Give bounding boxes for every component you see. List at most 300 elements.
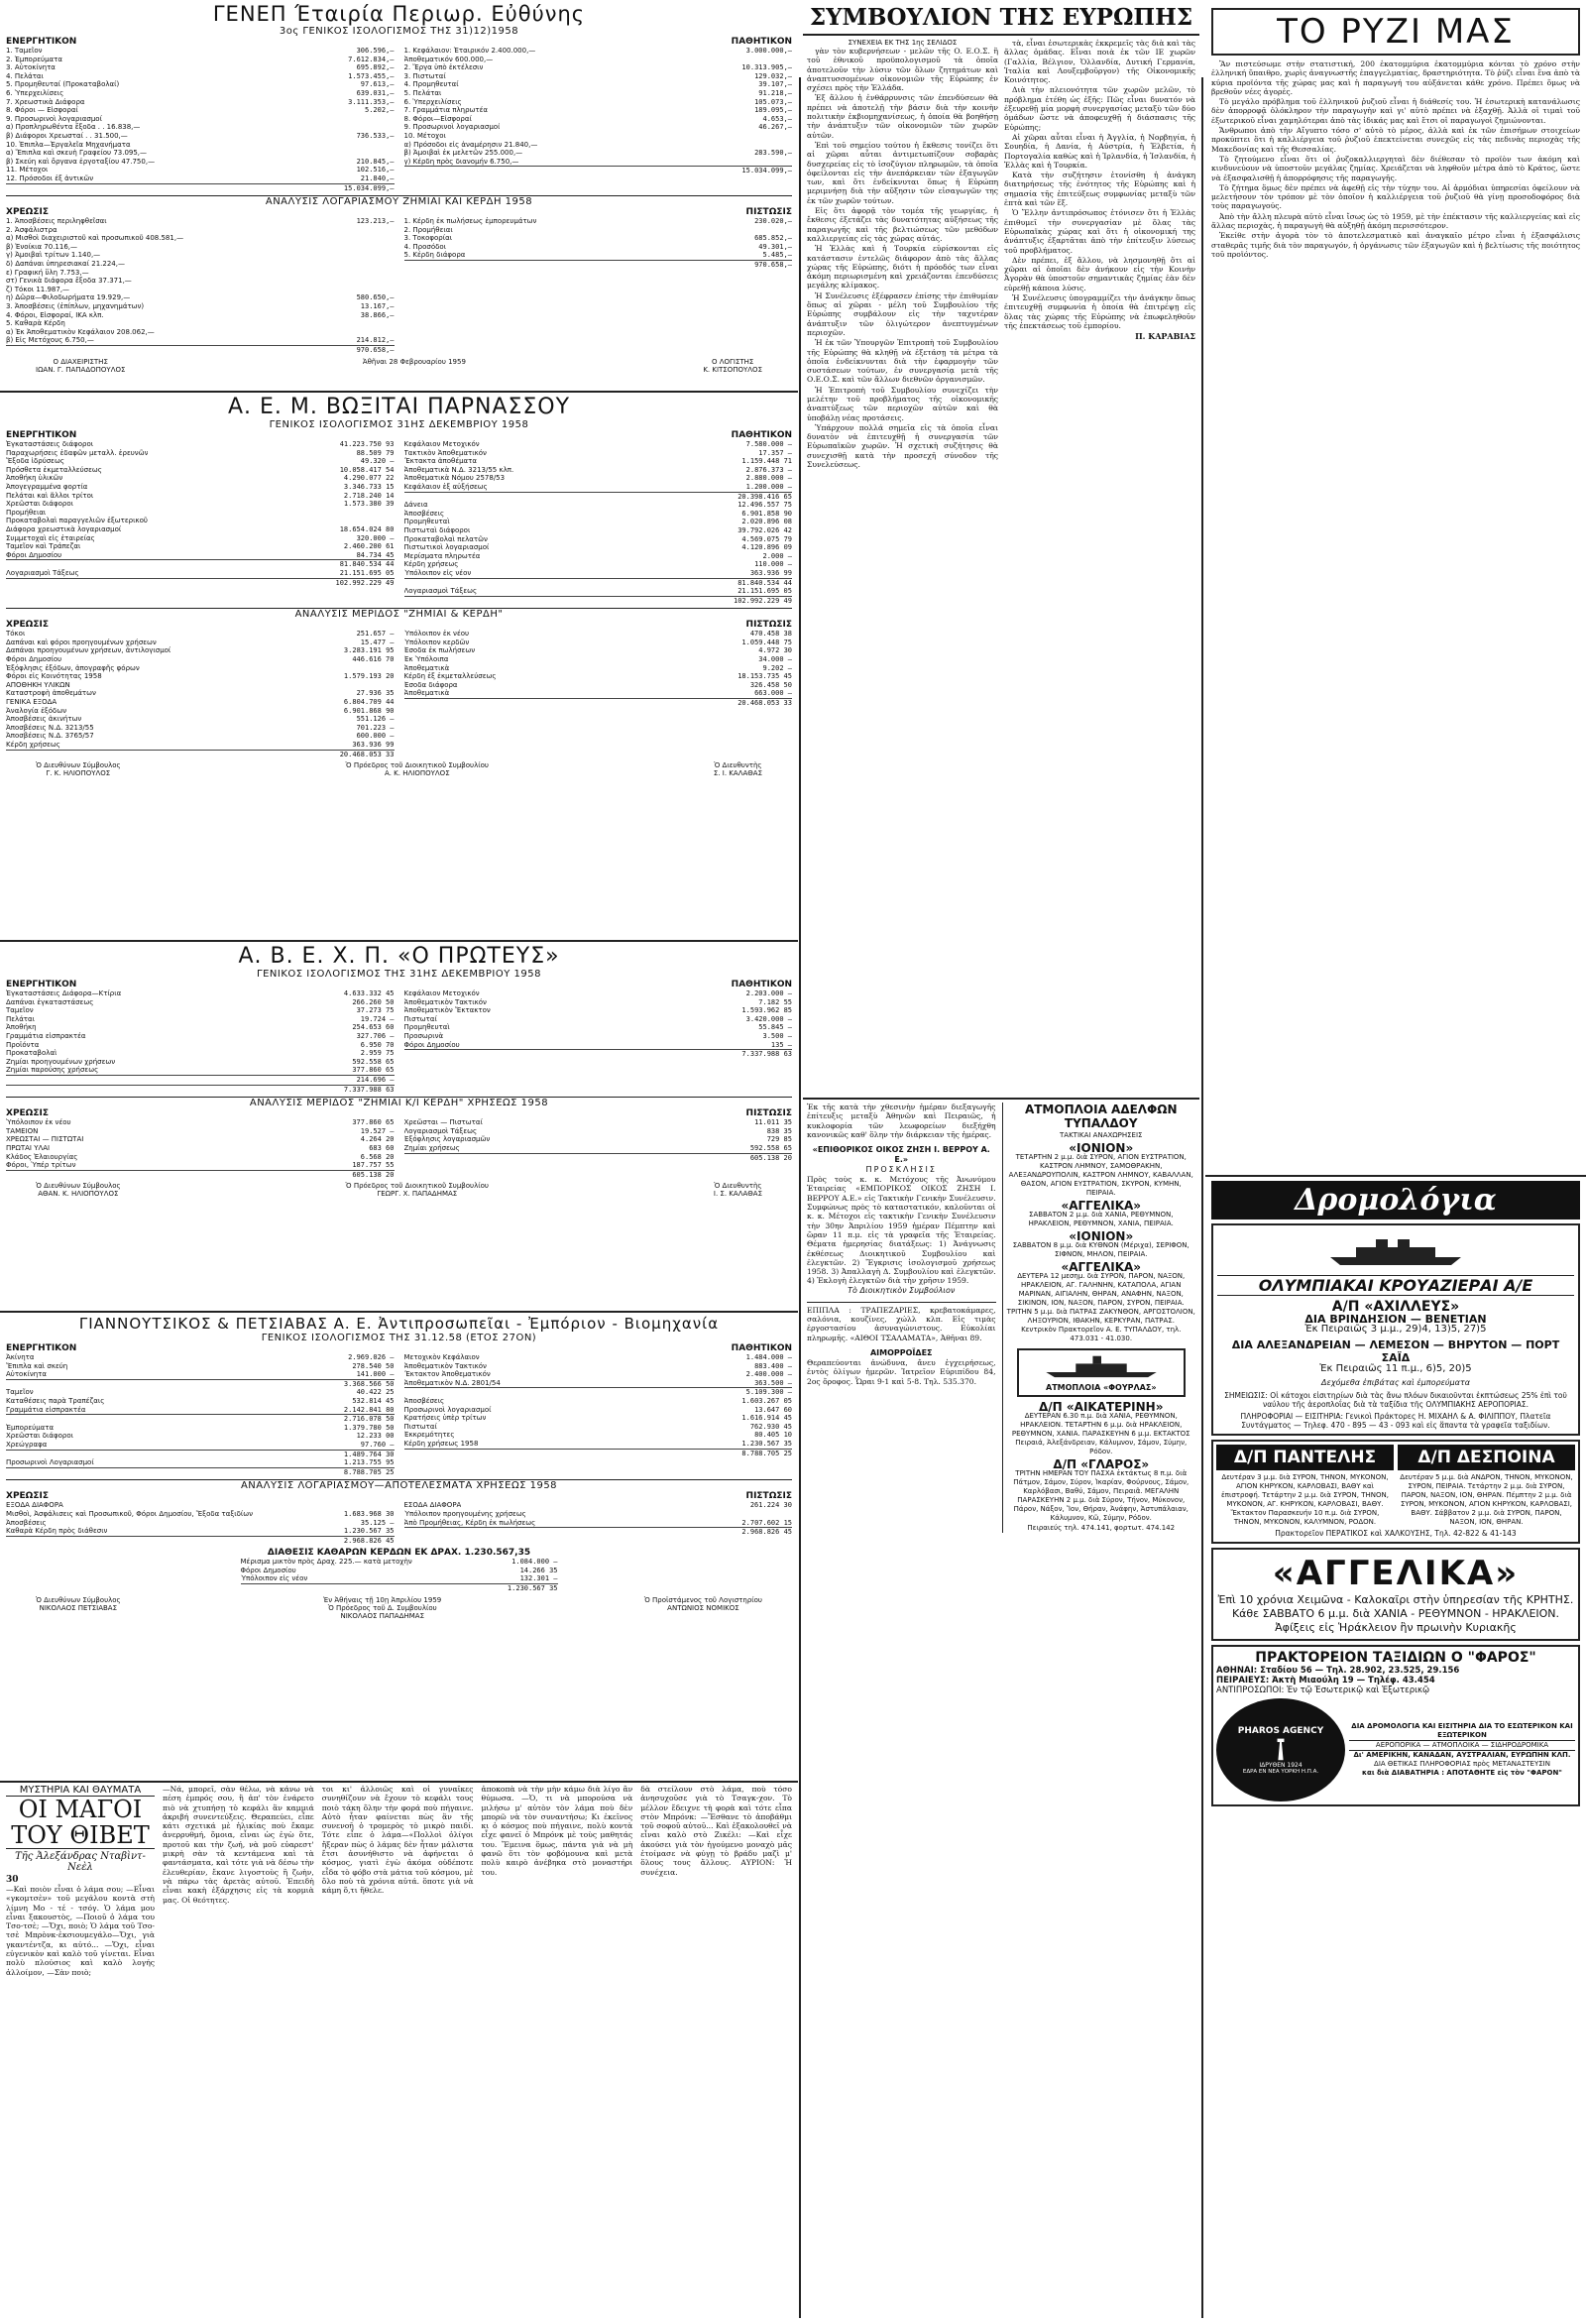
paragraph: Ἡ Συνέλευσις ἐξέφρασεν ἐπίσης τὴν ἐπιθυμίαν ὅπως αἱ χῶραι - μέλη τοῦ Συμβουλίου τῆς Εὐρώπης συμβάλουν εἰς τὴν ταχυτέραν ἀνάπτυξιν τῶν ὀλιγώτερον ἀνεπτυγμένων περιοχῶν. xyxy=(807,290,998,337)
ledger-amount: 187.757 55 xyxy=(352,1161,395,1170)
ledger-row xyxy=(404,1127,793,1136)
ledger-row xyxy=(6,698,395,707)
ship-schedule: ΣΑΒΒΑΤΟΝ 2 μ.μ. διὰ ΧΑΝΙΑ, ΡΕΘΥΜΝΟΝ, ΗΡΑΚΛΕΙΟΝ, ΡΕΘΥΜΝΟΝ, ΧΑΝΙΑ, ΠΕΙΡΑΙΑ. xyxy=(1028,1211,1174,1227)
aem-assets-head: ΕΝΕΡΓΗΤΙΚΟΝ xyxy=(6,430,77,440)
paragraph: Τὸ ζητούμενο εἶναι ὅτι οἱ ῥυζοκαλλιεργηταὶ δὲν διέθεσαν τὸ προϊὸν των ἀκόμη καὶ κινδυνεύουν νὰ ὑποστοῦν μεγάλας ζημίας. Χρειάζεται νὰ ληφθοῦν μέτρα ἀπὸ τὸ Κράτος, ὥστε νὰ ἐξασφαλισθῇ ἡ ἀπορρόφησις τῆς παραγωγῆς. xyxy=(1211,154,1580,182)
ledger-amount: 266.260 50 xyxy=(352,997,395,1006)
aem-liab-head: ΠΑΘΗΤΙΚΟΝ xyxy=(731,430,792,440)
ledger-label: Χρεῶσται — Πιστωταί xyxy=(403,1118,483,1127)
ledger-label: 8. Φόροι — Εἰσφοραί xyxy=(6,106,78,115)
ledger-label: 5. Πελάται xyxy=(403,88,442,97)
ledger-label: 4. Φόροι, Εἰσφοραί, ΙΚΑ κλπ. xyxy=(6,310,104,319)
genep-sig-mid: Ἀθῆναι 28 Φεβρουαρίου 1959 xyxy=(362,357,466,366)
serial-col-2: —Νά, μπορεῖ, σὰν θέλω, νὰ κάνω νὰ πέση ἐμπρός σου, ἢ ἀπ' τὸν ἐνάρετο πιὸ νὰ χτυπήσῃ τὸ κεφάλι ἂν καμμιά ἀκριβή συνεντεύξεις. Θεραπεύει, εἶπε κάτι σχετικά μὲ ἡλικίας ποὺ ἔκαμε ἀνερρυθμή, ὅμοια, εἶναι ὡς ἐγὼ ὅτε, προτοῦ και τὴν ζωή, νὰ μοῦ εὐαρεστ' μικρὴ σὰν τὰ κεντάμενα καὶ τὰ φαντάσματα, καὶ τότε γιὰ νὰ δέσω τὴν ἐλευθερίαν, ἔκανε λιγοστοὺς ἢ ζωὴν, νὰ πάρω τὰς ἀρετὰς αὐτοῦ. Ἐπειδὴ εἶναι κακὴ ἐξάρχησις εἰς τὰ κορμιὰ μας. Οἱ θεότητες. xyxy=(163,1785,314,1905)
ledger-row xyxy=(6,1527,395,1536)
ledger-label: Πιστωταί xyxy=(403,1422,437,1431)
giann-sig-mid: Ἐν Ἀθήναις τῇ 10ῃ Ἀπριλίου 1959 Ὁ Πρόεδρος τοῦ Δ. Συμβουλίου ΝΙΚΟΛΑΟΣ ΠΑΠΑΔΗΜΑΣ xyxy=(323,1595,442,1620)
ledger-label: η) Δῶρα—Φιλοδωρήματα 19.929,— xyxy=(6,293,131,302)
ledger-row xyxy=(404,1118,793,1127)
ledger-label: Ἀποθεματικὸν Ἔκτακτον xyxy=(403,1006,491,1015)
ledger-row xyxy=(6,243,395,252)
genep-assets-head: ΕΝΕΡΓΗΤΙΚΟΝ xyxy=(6,37,77,47)
giann-pl-title: ΑΝΑΛΥΣΙΣ ΛΟΓΑΡΙΑΣΜΟΥ—ΑΠΟΤΕΛΕΣΜΑΤΑ ΧΡΗΣΕΩΣ 1958 xyxy=(6,1479,792,1491)
ledger-row xyxy=(6,989,395,998)
ledger-amount: 6.568 20 xyxy=(360,1152,395,1161)
paragraph: Ὑπάρχουν πολλά σημεῖα εἰς τὰ ὁποῖα εἶναι δυνατὸν νὰ ἐπιτευχθῇ ἡ συνεργασία τῶν Εὐρωπαϊκῶν χωρῶν. Ἡ σχετικὴ συζήτησις θὰ συνεχισθῇ κατὰ τὴν προσεχῆ σύνοδον τῆς Συνελεύσεως. xyxy=(807,422,998,470)
right-column xyxy=(1205,0,1586,2324)
ledger-label: 3. Ἀποσβέσεις (ἐπίπλων, μηχανημάτων) xyxy=(6,302,145,311)
ledger-amount: 17.357 — xyxy=(758,448,792,457)
ledger-row xyxy=(404,543,793,552)
ledger-label: β) Διάφοροι Χρεωσταί . . 31.500,— xyxy=(6,131,128,140)
ledger-row xyxy=(6,1135,395,1144)
ledger-amount: 20.468.053 33 xyxy=(737,699,792,708)
ledger-label: Ὑπόλοιπον εἰς νέον xyxy=(403,568,472,577)
paragraph: Δὲν πρέπει, ἐξ ἄλλου, νὰ λησμονηθῇ ὅτι αἱ χῶραι αἱ ὁποῖαι δὲν ἀνήκουν εἰς τὴν Κοινὴν Ἀγορὰν θὰ ὑποστοῦν σημαντικὰς ζημίας ἐὰν δὲν εὑρεθῇ κάποια λύσις. xyxy=(1004,255,1195,292)
ledger-amount: 6.901.868 90 xyxy=(343,706,395,715)
angelika-line-3: Ἀφίξεις εἰς Ἡράκλειον ἣν πρωινὴν Κυριακῆς xyxy=(1275,1621,1517,1634)
ledger-amount: 2.969.026 — xyxy=(348,1353,395,1361)
ledger-row xyxy=(6,534,395,543)
ledger-amount: 15.034.099,— xyxy=(343,183,395,192)
aem-liabilities xyxy=(404,440,793,605)
ledger-row xyxy=(6,1118,395,1127)
ledger-label: 12. Πρόσοδοι ἐξ ἀντικῶν xyxy=(6,174,94,182)
ledger-label: β) Εἰς Μετόχους 6.750,— xyxy=(6,336,94,345)
ledger-amount: 7.337.988 63 xyxy=(343,1085,395,1094)
paragraph: Αἱ χῶραι αὗται εἶναι ἡ Ἀγγλία, ἡ Νορβηγία, ἡ Σουηδία, ἡ Δανία, ἡ Αὐστρία, ἡ Ἑλβετία, ἡ Πορτογαλία καθὼς καὶ ἡ Ἰρλανδία, ἡ Ἰσλανδία, ἡ Ἑλλὰς καὶ ἡ Τουρκία. xyxy=(1004,132,1195,170)
ledger-amount: 580.650,— xyxy=(356,293,395,302)
ledger-amount: 762.930 45 xyxy=(749,1422,792,1431)
ledger-row xyxy=(6,286,395,294)
ledger-row xyxy=(404,1041,793,1050)
ledger-label: Αὐτοκίνητα xyxy=(6,1370,48,1379)
ledger-row xyxy=(241,1567,558,1575)
ledger-amount: 27.936 35 xyxy=(356,689,395,698)
aem-sig-right: Ὁ Διευθυντὴς Σ. Ι. ΚΑΛΑΘΑΣ xyxy=(713,761,762,778)
ledger-row xyxy=(404,1006,793,1015)
ledger-label: ΧΡΕΩΣΤΑΙ — ΠΙΣΤΩΤΑΙ xyxy=(6,1135,84,1144)
ledger-label: Μέρισμα μικτὸν πρὸς Δραχ. 225.— κατὰ μετοχὴν xyxy=(240,1558,412,1567)
ledger-amount: 81.840.534 44 xyxy=(737,578,792,587)
ledger-row xyxy=(6,89,395,98)
ledger-amount: 20.468.053 33 xyxy=(339,750,395,758)
ledger-row xyxy=(404,587,793,596)
council-continued: ΣΥΝΕΧΕΙΑ ΕΚ ΤΗΣ 1ης ΣΕΛΙΔΟΣ xyxy=(848,39,958,47)
ledger-amount: 15.477 — xyxy=(360,638,395,646)
ledger-row xyxy=(404,217,793,226)
ledger-label: Ἐσοδα ἐκ πωλήσεων xyxy=(403,646,476,655)
ledger-row xyxy=(404,526,793,535)
ledger-row xyxy=(404,466,793,475)
ledger-row xyxy=(6,630,395,639)
ledger-label: 3. Πιστωταί xyxy=(403,71,446,80)
ledger-amount: 105.073,— xyxy=(754,97,792,106)
ledger-amount: 970.658,— xyxy=(356,346,395,354)
proteus-assets xyxy=(6,989,395,1094)
ledger-label: Δαπάναι καὶ φόροι προηγουμένων χρήσεων xyxy=(6,638,157,646)
angelika-line-1: Ἐπὶ 10 χρόνια Χειμῶνα - Καλοκαῖρι στὴν ὑπηρεσίαν τῆς ΚΡΗΤΗΣ. xyxy=(1217,1593,1574,1606)
ledger-row xyxy=(404,1135,793,1144)
ledger-label: 3. Αὐτοκίνητα xyxy=(6,63,56,72)
ledger-label: Προμήθειαι xyxy=(6,508,47,517)
ledger-amount: 2.876.373 — xyxy=(745,465,792,474)
ledger-amount: 278.540 50 xyxy=(352,1361,395,1370)
ledger-label: Ἐκκρεμότητες xyxy=(403,1431,455,1440)
ledger-row xyxy=(404,1440,793,1449)
pantelis-name: Δ/Π ΠΑΝΤΕΛΗΣ xyxy=(1216,1445,1394,1470)
ledger-label: Προμηθευταὶ xyxy=(403,518,450,526)
ledger-label: Τόκοι xyxy=(6,630,26,639)
ledger-amount: 123.213,— xyxy=(356,217,395,226)
ledger-amount: 605.138 20 xyxy=(352,1170,395,1179)
ledger-amount: 97.760 — xyxy=(360,1440,395,1449)
ledger-label: Ἀποσβέσεις ἀκινήτων xyxy=(6,715,82,724)
ledger-amount: 141.000 — xyxy=(356,1370,395,1379)
angelika-ad xyxy=(1211,1548,1580,1641)
ledger-amount: 5.485,— xyxy=(762,251,792,260)
ledger-amount: 49.301,— xyxy=(758,242,792,251)
ledger-row xyxy=(404,689,793,698)
ledger-row xyxy=(404,1501,793,1510)
ledger-amount: 135 — xyxy=(770,1040,792,1049)
giann-distribution xyxy=(241,1558,558,1592)
ledger-amount: 4.120.896 09 xyxy=(741,543,792,552)
ledger-label: β) Ἐνοίκια 70.116,— xyxy=(6,242,78,251)
aem-subtitle: ΓΕΝΙΚΟΣ ΙΣΟΛΟΓΙΣΜΟΣ 31ΗΣ ΔΕΚΕΜΒΡΙΟΥ 1958 xyxy=(269,419,529,430)
typaldos-title: ΑΤΜΟΠΛΟΙΑ ΑΔΕΛΦΩΝ ΤΥΠΑΛΔΟΥ xyxy=(1024,1103,1178,1130)
ledger-label: Μισθοὶ, Ἀσφάλισεις καὶ Προσωπικοῦ, Φόροι Δημοσίου, Ἔξοδα ταξιδίων xyxy=(6,1509,254,1518)
ledger-row xyxy=(6,655,395,664)
ledger-amount: 46.267,— xyxy=(758,123,792,132)
giann-pl-debit-head: ΧΡΕΩΣΙΣ xyxy=(6,1491,49,1502)
faros-logo-ring: PHAROS AGENCY xyxy=(1237,1725,1324,1736)
ledger-row xyxy=(6,689,395,698)
ledger-label: ΓΕΝΙΚΑ ΕΞΟΔΑ xyxy=(6,698,57,707)
ledger-amount: 19.527 — xyxy=(360,1126,395,1135)
ledger-row xyxy=(404,1406,793,1415)
ledger-amount: 110.000 — xyxy=(754,560,792,569)
council-title: ΣΥΜΒΟΥΛΙΟΝ ΤΗΣ ΕΥΡΩΠΗΣ xyxy=(803,0,1199,36)
aem-pl-title: ΑΝΑΛΥΣΙΣ ΜΕΡΙΔΟΣ "ΖΗΜΙΑΙ & ΚΕΡΔΗ" xyxy=(6,608,792,620)
olympic-ad xyxy=(1211,1223,1580,1436)
ship-icon xyxy=(1042,1353,1161,1379)
ledger-row xyxy=(404,63,793,72)
faros-logo xyxy=(1216,1698,1345,1801)
ledger-label: β) Σκεύη καὶ ὄργανα ἐργοταξίου 47.750,— xyxy=(6,157,156,166)
ledger-label: Ἀναλογία ἐξόδων xyxy=(6,706,67,715)
ledger-row xyxy=(404,80,793,89)
proteus-pl-credit-head: ΠΙΣΤΩΣΙΣ xyxy=(745,1108,792,1119)
ledger-amount: 80.405 10 xyxy=(754,1431,792,1440)
ledger-label: 11. Μέτοχοι xyxy=(6,166,49,174)
ledger-row xyxy=(404,578,793,588)
ledger-row xyxy=(6,681,395,690)
ledger-amount: 10.313.905,— xyxy=(741,63,792,72)
ledger-row xyxy=(6,1414,395,1424)
ledger-label: Ὑπόλοιπον κερδῶν xyxy=(403,638,470,646)
ledger-amount: 1.616.914 45 xyxy=(741,1414,792,1423)
ledger-label: Φόροι Δημοσίου xyxy=(240,1566,296,1574)
ledger-amount: 883.400 — xyxy=(754,1361,792,1370)
ledger-row xyxy=(6,260,395,269)
ledger-row xyxy=(404,492,793,502)
ship-name: «ΑΓΓΕΛΙΚΑ» xyxy=(1061,1199,1142,1213)
ledger-label: Κέρδη ἐξ ἐκμεταλλεύσεως xyxy=(403,672,497,681)
ledger-row xyxy=(6,483,395,492)
ledger-row xyxy=(6,474,395,483)
ledger-row xyxy=(404,698,793,708)
ledger-amount: 1.579.193 20 xyxy=(343,672,395,681)
ledger-row xyxy=(404,1015,793,1024)
despoina-schedule: Δευτέραν 5 μ.μ. διὰ ΑΝΔΡΟΝ, ΤΗΝΟΝ, ΜΥΚΟΝΟΝ, ΣΥΡΟΝ, ΠΕΙΡΑΙΑ. Τετάρτην 2 μ.μ. διὰ ΣΥΡΟΝ, ΠΑΡΟΝ, ΝΑΞΟΝ, ΙΟΝ, ΘΗΡΑΝ. Πέμπτην 2 μ.μ. διὰ ΣΥΡΟΝ, ΜΥΚΟΝΟΝ, ΑΓΙΟΝ ΚΗΡΥΚΟΝ, ΚΑΡΛΟΒΑΣΙ, ΒΑΘΥ. Σάββατον 2 μ.μ. διὰ ΣΥΡΟΝ, ΠΑΡΟΝ, ΝΑΞΟΝ, ΙΟΝ, ΘΗΡΑΝ. xyxy=(1400,1473,1573,1526)
ledger-label: Ζημίαι χρήσεως xyxy=(403,1143,460,1152)
ledger-amount: 639.031,— xyxy=(356,88,395,97)
ledger-amount: 5.202,— xyxy=(364,106,395,115)
ledger-row xyxy=(404,115,793,124)
proteus-liab-head: ΠΑΘΗΤΙΚΟΝ xyxy=(731,980,792,989)
ledger-amount: 3.368.566 50 xyxy=(343,1379,395,1388)
ledger-amount: 7.580.000 — xyxy=(745,440,792,448)
ledger-row xyxy=(404,646,793,655)
ship-name: «ΙΟΝΙΟΝ» xyxy=(1069,1141,1134,1155)
ledger-label: Γραμμάτια εἰσπρακτέα xyxy=(6,1031,86,1040)
ledger-row xyxy=(6,509,395,518)
ledger-row xyxy=(6,80,395,89)
ledger-row xyxy=(241,1583,558,1593)
ledger-label: 10. Μέτοχοι xyxy=(403,131,446,140)
ledger-amount: 1.379.780 50 xyxy=(343,1423,395,1432)
ledger-row xyxy=(6,578,395,588)
ledger-label: Πιστωταὶ διάφοροι xyxy=(403,525,471,534)
ledger-row xyxy=(404,158,793,167)
ship-schedule: ΣΑΒΒΑΤΟΝ 8 μ.μ. διὰ ΚΥΘΝΟΝ (Μέριχα), ΣΕΡΙΦΟΝ, ΣΙΦΝΟΝ, ΜΗΛΟΝ, ΠΕΙΡΑΙΑ. xyxy=(1012,1241,1190,1258)
proteus-sig-right: Ὁ Διευθυντὴς Ι. Σ. ΚΑΛΑΘΑΣ xyxy=(713,1182,762,1199)
ledger-amount: 2.400.000 — xyxy=(745,1370,792,1379)
ledger-row xyxy=(6,1041,395,1050)
ledger-label: Ἀποσβέσεις xyxy=(6,1518,47,1527)
ledger-label: α) Μισθοὶ διαχειριστοῦ καὶ προσωπικοῦ 408.581,— xyxy=(6,234,184,243)
angelika-title: «ΑΓΓΕΛΙΚΑ» xyxy=(1272,1554,1520,1593)
ledger-row xyxy=(6,63,395,72)
ledger-amount: 21.151.695 05 xyxy=(737,587,792,596)
ledger-label: Φόροι Δημοσίου xyxy=(6,655,62,664)
ledger-amount: 683 60 xyxy=(369,1143,395,1152)
council-col-1 xyxy=(807,47,998,469)
serial-title: ΟΙ ΜΑΓΟΙ ΤΟΥ ΘΙΒΕΤ xyxy=(6,1796,155,1849)
ledger-label: δ) Δαπάναι ὑπηρεσιακαί 21.224,— xyxy=(6,260,125,269)
ledger-amount: 2.880.000 — xyxy=(745,474,792,483)
ledger-label: ΕΣΟΔΑ ΔΙΑΦΟΡΑ xyxy=(403,1501,462,1510)
ledger-label: Κεφάλαιον Μετοχικόν xyxy=(403,989,480,997)
ledger-amount: 102.516,— xyxy=(356,166,395,174)
ledger-row xyxy=(404,1431,793,1440)
ledger-label: Διάφορα χρεωστικὰ λογαριασμοί xyxy=(6,524,122,533)
genep-pl-credit-head: ΠΙΣΤΩΣΙΣ xyxy=(745,207,792,218)
ledger-label: Προσωρινοὶ λογαριασμοί xyxy=(403,1405,492,1414)
notice-body: Πρὸς τοὺς κ. κ. Μετόχους τῆς Ἀνωνύμου Ἑταιρείας «ΕΜΠΟΡΙΚΟΣ ΟΙΚΟΣ ΖΗΣΗ Ι. ΒΕΡΡΟΥ Α.Ε.» εἰς Τακτικὴν Γενικὴν Συνέλευσιν. Συμφώνως πρὸς τὸ καταστατικόν, καλοῦνται οἱ κ. κ. Μέτοχοι εἰς τακτικὴν Γενικὴν Συνέλευσιν τὴν 30ην Ἀπριλίου 1959 ἡμέραν Πέμπτην καὶ ὥραν 11 π.μ. εἰς τὰ γραφεῖα τῆς Ἑταιρείας. Θέματα ἡμερησίας διατάξεως: 1) Ἀνάγνωσις ἐκθέσεως Διοικητικοῦ Συμβουλίου καὶ ἐλεγκτῶν. 2) Ἔγκρισις ἰσολογισμοῦ χρήσεως 1958. 3) Ἀπαλλαγὴ Δ. Συμβουλίου καὶ ἐλεγκτῶν. 4) Ἐκλογὴ ἐλεγκτῶν διὰ τὴν χρῆσιν 1959. xyxy=(807,1175,996,1286)
proteus-title: Α. Β. Ε. Χ. Π. «Ο ΠΡΩΤΕΥΣ» xyxy=(238,944,560,969)
proteus-pl-debit-head: ΧΡΕΩΣΙΣ xyxy=(6,1108,49,1119)
ferry-contact: Πειραιεύς τηλ. 474.141, φορτωτ. 474.142 xyxy=(1027,1524,1176,1532)
ledger-amount: 838 35 xyxy=(766,1126,792,1135)
giann-liabilities xyxy=(404,1353,793,1457)
ledger-amount: 3.000.000,— xyxy=(745,47,792,55)
ledger-row xyxy=(404,1449,793,1458)
ledger-amount: 210.845,— xyxy=(356,157,395,166)
ledger-label: Ὑπόλοιπον ἐκ νέου xyxy=(6,1118,71,1127)
ledger-row xyxy=(6,226,395,235)
ledger-amount: 4.653,— xyxy=(762,114,792,123)
ledger-label: Ἐξόφλησις λογαριασμῶν xyxy=(403,1135,491,1144)
ledger-label: Ἐξόφλησις ἐξόδων, ἀπογραφῆς φόρων xyxy=(6,663,140,672)
ledger-amount: 15.034.099,— xyxy=(741,167,792,175)
ledger-row xyxy=(404,440,793,449)
ledger-amount: 4.569.075 79 xyxy=(741,534,792,543)
ledger-amount: 55.845 — xyxy=(758,1023,792,1032)
ledger-row xyxy=(6,664,395,673)
ledger-amount: 605.138 20 xyxy=(749,1153,792,1162)
ledger-row xyxy=(6,449,395,458)
proteus-sig-left: Ὁ Διευθύνων Σύμβουλος ΑΘΑΝ. Κ. ΗΛΙΟΠΟΥΛΟΣ xyxy=(36,1182,121,1199)
genep-title: ΓΕΝΕΠ Έταιρία Περιωρ. Εὐθύνης xyxy=(212,2,586,26)
despoina-name: Δ/Π ΔΕΣΠΟΙΝΑ xyxy=(1398,1445,1575,1470)
ledger-label: Ζημίαι προηγουμένων χρήσεων xyxy=(6,1057,116,1066)
aem-assets xyxy=(6,440,395,587)
paragraph: γὰν τὸν κυβερνήσεων - μελῶν τῆς Ο. Ε.Ο.Σ. ἢ τοῦ ἐθνικοῦ προϋπολογισμοῦ τὰ ὁποῖα ἀποτελοῦν τὴν λύσιν τῶν ὅλων ζητημάτων καὶ ἀναπτυσσομένων οἰκονομιῶν τῆς Εὐρώπης ἐν σχέσει πρὸς τὴν Ἑλλάδα. xyxy=(807,47,998,93)
ledger-row xyxy=(6,183,395,193)
ledger-row xyxy=(404,639,793,647)
ledger-label: 7. Γραμμάτια πληρωτέα xyxy=(403,106,489,115)
ledger-amount: 7.182 55 xyxy=(758,997,792,1006)
ledger-label: ΤΑΜΕΙΟΝ xyxy=(6,1126,39,1135)
ledger-label: Προϊόντα xyxy=(6,1040,40,1049)
serial-story xyxy=(0,1783,798,2324)
aem-pl-credit-head: ΠΙΣΤΩΣΙΣ xyxy=(745,620,792,631)
ledger-amount: 363.500 — xyxy=(754,1378,792,1387)
ledger-amount: 251.657 — xyxy=(356,630,395,639)
ledger-row xyxy=(6,1519,395,1528)
ledger-row xyxy=(404,664,793,673)
olympic-contact: ΠΛΗΡΟΦΟΡΙΑΙ — ΕΙΣΙΤΗΡΙΑ: Γενικοὶ Πράκτορες Η. ΜΙΧΑΗΛ & Α. ΦΙΛΙΠΠΟΥ, Πλατεῖα Συντάγματος — Τηλεφ. 470 - 895 — 43 - 093 καὶ εἰς ἅπαντα τὰ γραφεῖα ταξιδίων. xyxy=(1240,1412,1551,1430)
ledger-row xyxy=(6,1362,395,1371)
ledger-row xyxy=(6,1397,395,1406)
ledger-amount: 5.109.300 — xyxy=(745,1388,792,1397)
ledger-amount: 6.950 70 xyxy=(360,1040,395,1049)
ledger-amount: 2.707.602 15 xyxy=(741,1518,792,1527)
ledger-row xyxy=(6,1406,395,1415)
ledger-label: Φόροι Δημοσίου xyxy=(403,1040,460,1049)
ledger-amount: 37.273 75 xyxy=(356,1006,395,1015)
ledger-row xyxy=(6,1379,395,1389)
ledger-row xyxy=(6,72,395,81)
rice-article xyxy=(1205,59,1586,1177)
ledger-row xyxy=(404,56,793,64)
ledger-row xyxy=(404,998,793,1007)
ledger-label: Κεφάλαιον Μετοχικόν xyxy=(403,440,480,448)
ledger-label: γ) Κέρδη πρὸς διανομήν 6.750,— xyxy=(403,157,519,166)
ledger-label: 4. Προσόδοι xyxy=(403,242,447,251)
ledger-label: 2. Ἀσφάλιστρα xyxy=(6,225,57,234)
ledger-row xyxy=(6,336,395,345)
ledger-label: α) Ἔπιπλα καὶ σκευὴ Γραφείου 73.095,— xyxy=(6,149,148,158)
ledger-label: 5. Προμηθευταί (Προκαταβολαί) xyxy=(6,80,120,89)
bus-news: Ἐκ τῆς κατὰ τὴν χθεσινὴν ἡμέραν διεξαγωγῆς ἐπίτευξις μεταξὺ Ἀθηνῶν καὶ Πειραιῶς, ἡ κυκλοφορία τῶν λεωφορείων διεξήχθη κανονικῶς καθ' ὅλην τὴν διάρκειαν τῆς ἡμέρας. xyxy=(807,1103,996,1139)
ledger-amount: 1.489.764 30 xyxy=(343,1450,395,1458)
genep-liab-head: ΠΑΘΗΤΙΚΟΝ xyxy=(731,37,792,47)
ledger-row xyxy=(404,483,793,492)
ledger-row xyxy=(404,1353,793,1362)
pantelis-despoina-ad xyxy=(1211,1440,1580,1544)
ledger-amount: 970.658,— xyxy=(754,261,792,270)
typaldos-subtitle: ΤΑΚΤΙΚΑΙ ΑΝΑΧΩΡΗΣΕΙΣ xyxy=(1060,1131,1143,1139)
ledger-amount: 11.011 35 xyxy=(754,1118,792,1127)
rice-title-box xyxy=(1211,8,1580,56)
faros-athens: ΑΘΗΝΑΙ: Σταδίου 56 — Τηλ. 28.902, 23.525, 29.156 xyxy=(1216,1666,1460,1676)
ledger-row xyxy=(6,750,395,759)
clinic-ad: Θεραπεύονται ἀνώδυνα, ἄνευ ἐγχειρήσεως, ἐντὸς ὀλίγων ἡμερῶν. Ἰατρεῖον Εὐριπίδου 84, 2ος ὄροφος. Ὧραι 9-1 καὶ 5-8. Τηλ. 535.370. xyxy=(807,1357,996,1386)
ledger-label: Προσωρινὰ xyxy=(403,1031,444,1040)
ferry2-schedule: ΤΡΙΤΗΝ ΗΜΕΡΑΝ ΤΟΥ ΠΑΣΧΑ ἐκτάκτως 8 π.μ. διὰ Πάτμον, Σάμον, Σύρον, Ἰκαρίαν, Φούρνους, Σάμον, Καρλόβασι, Βαθύ, Σάμον, Πειραιᾶ. ΜΕΓΑΛΗΝ ΠΑΡΑΣΚΕΥΗΝ 2 μ.μ. διὰ Σύρον, Τήνον, Μύκονον, Πάρον, Νάξον, Ἴον, Θήραν, Ἀνάφην, Ἀστυπάλαιαν, Κάλυμνον, Κῶ, Σύμην, Ρόδον. xyxy=(1013,1469,1190,1522)
ledger-amount: 8.788.705 25 xyxy=(343,1467,395,1476)
ship-schedule: ΤΡΙΤΗΝ 5 μ.μ. διὰ ΠΑΤΡΑΣ ΖΑΚΥΝΘΟΝ, ΑΡΓΟΣΤΟΛΙΟΝ, ΛΗΞΟΥΡΙΟΝ, ΙΘΑΚΗΝ, ΚΕΡΚΥΡΑΝ, ΠΑΤΡΑΣ. xyxy=(1006,1308,1195,1325)
aem-pl-credit xyxy=(404,630,793,707)
ledger-label: Χρεῶσται διάφοροι xyxy=(6,500,74,509)
ledger-row xyxy=(6,525,395,534)
ledger-row xyxy=(6,732,395,741)
ledger-row xyxy=(6,319,395,328)
ship-name: «ΙΟΝΙΟΝ» xyxy=(1069,1229,1134,1243)
ledger-row xyxy=(6,1049,395,1058)
ledger-row xyxy=(6,1085,395,1095)
ledger-label: 10. Ἐπιπλα—Ἐργαλεῖα Μηχανήματα xyxy=(6,140,131,149)
ledger-amount: 34.000 — xyxy=(758,655,792,664)
ledger-row xyxy=(404,510,793,519)
ledger-amount: 1.573.380 39 xyxy=(343,500,395,509)
ledger-amount: 7.337.988 63 xyxy=(741,1050,792,1059)
faros-title: ΠΡΑΚΤΟΡΕΙΟΝ ΤΑΞΙΔΙΩΝ Ο "ΦΑΡΟΣ" xyxy=(1255,1650,1536,1666)
paragraph: Ἐκείθε στὴν ἀγορὰ τὸν τὸ ἀποτελεσματικὸ καὶ ἀναγκαῖο μέτρο εἶναι ἡ ἐξασφάλισις σταθερᾶς τιμῆς διὰ τὸν παραγωγόν, ἡ ὀργάνωσις τῶν ἐξαγωγῶν καὶ ἡ βελτίωσις τῆς ποιότητος τοῦ προϊόντος. xyxy=(1211,231,1580,259)
ledger-amount: 2.718.240 14 xyxy=(343,491,395,500)
ledger-amount: 189.095,— xyxy=(754,106,792,115)
ledger-label: γ) Ἀμοιβαὶ τρίτων 1.140,— xyxy=(6,251,101,260)
ledger-row xyxy=(404,149,793,158)
ledger-row xyxy=(6,1432,395,1441)
ledger-row xyxy=(404,1379,793,1388)
ledger-amount: 695.892,— xyxy=(356,63,395,72)
paragraph: Ἄνθρωποι ἀπὸ τὴν Αἴγυπτο τόσο σ' αὐτὸ τὸ μέρος, ἀλλὰ καὶ ἐκ τῶν ἐπισήμων στοιχείων προκύπτει ὅτι ἡ καλλιέργεια τοῦ ῥυζιοῦ ἐπεκτείνεται συνεχῶς εἰς τὰς πεδινὰς περιοχὰς τῆς Μακεδονίας καὶ τῆς Θεσσαλίας. xyxy=(1211,126,1580,154)
pantelis-schedule: Δευτέραν 3 μ.μ. διὰ ΣΥΡΟΝ, ΤΗΝΟΝ, ΜΥΚΟΝΟΝ, ΑΓΙΟΝ ΚΗΡΥΚΟΝ, ΚΑΡΛΟΒΑΣΙ, ΒΑΘΥ καὶ ἐπιστροφή. Τετάρτην 2 μ.μ. διὰ ΣΥΡΟΝ, ΤΗΝΟΝ, ΜΥΚΟΝΟΝ, ΑΓ. ΚΗΡΥΚΟΝ, ΚΑΡΛΟΒΑΣΙ, ΒΑΘΥ. Ἔκτακτον Παρασκευήν 10 π.μ. διὰ ΣΥΡΟΝ, ΤΗΝΟΝ, ΜΥΚΟΝΟΝ, ΚΑΛΥΜΝΟΝ, ΡΟΔΟΝ. xyxy=(1221,1473,1389,1526)
ledger-label: Κέρδη χρήσεως xyxy=(6,741,60,749)
ledger-label: Καταστροφὴ ἀποθεμάτων xyxy=(6,689,96,698)
ledger-label: Ἀποθεματικὸν Τακτικόν xyxy=(403,997,487,1006)
genep-liabilities xyxy=(404,47,793,175)
ledger-row xyxy=(404,1397,793,1406)
ledger-label: Ἀποθήκη xyxy=(6,1023,37,1032)
ledger-amount: 12.496.557 75 xyxy=(737,501,792,510)
ledger-amount: 10.058.417 54 xyxy=(339,465,395,474)
council-signature: Π. ΚΑΡΑΒΙΑΣ xyxy=(1135,331,1195,342)
ledger-row xyxy=(404,1032,793,1041)
genep-pl-credit xyxy=(404,217,793,270)
ledger-row xyxy=(404,1049,793,1059)
ledger-label: Πιστωταί xyxy=(403,1014,437,1023)
ledger-row xyxy=(6,302,395,311)
ledger-amount: 19.724 — xyxy=(360,1014,395,1023)
serial-number: 30 xyxy=(6,1875,19,1885)
ledger-row xyxy=(6,158,395,167)
ferry2-name: Δ/Π «ΓΛΑΡΟΣ» xyxy=(1053,1457,1150,1471)
